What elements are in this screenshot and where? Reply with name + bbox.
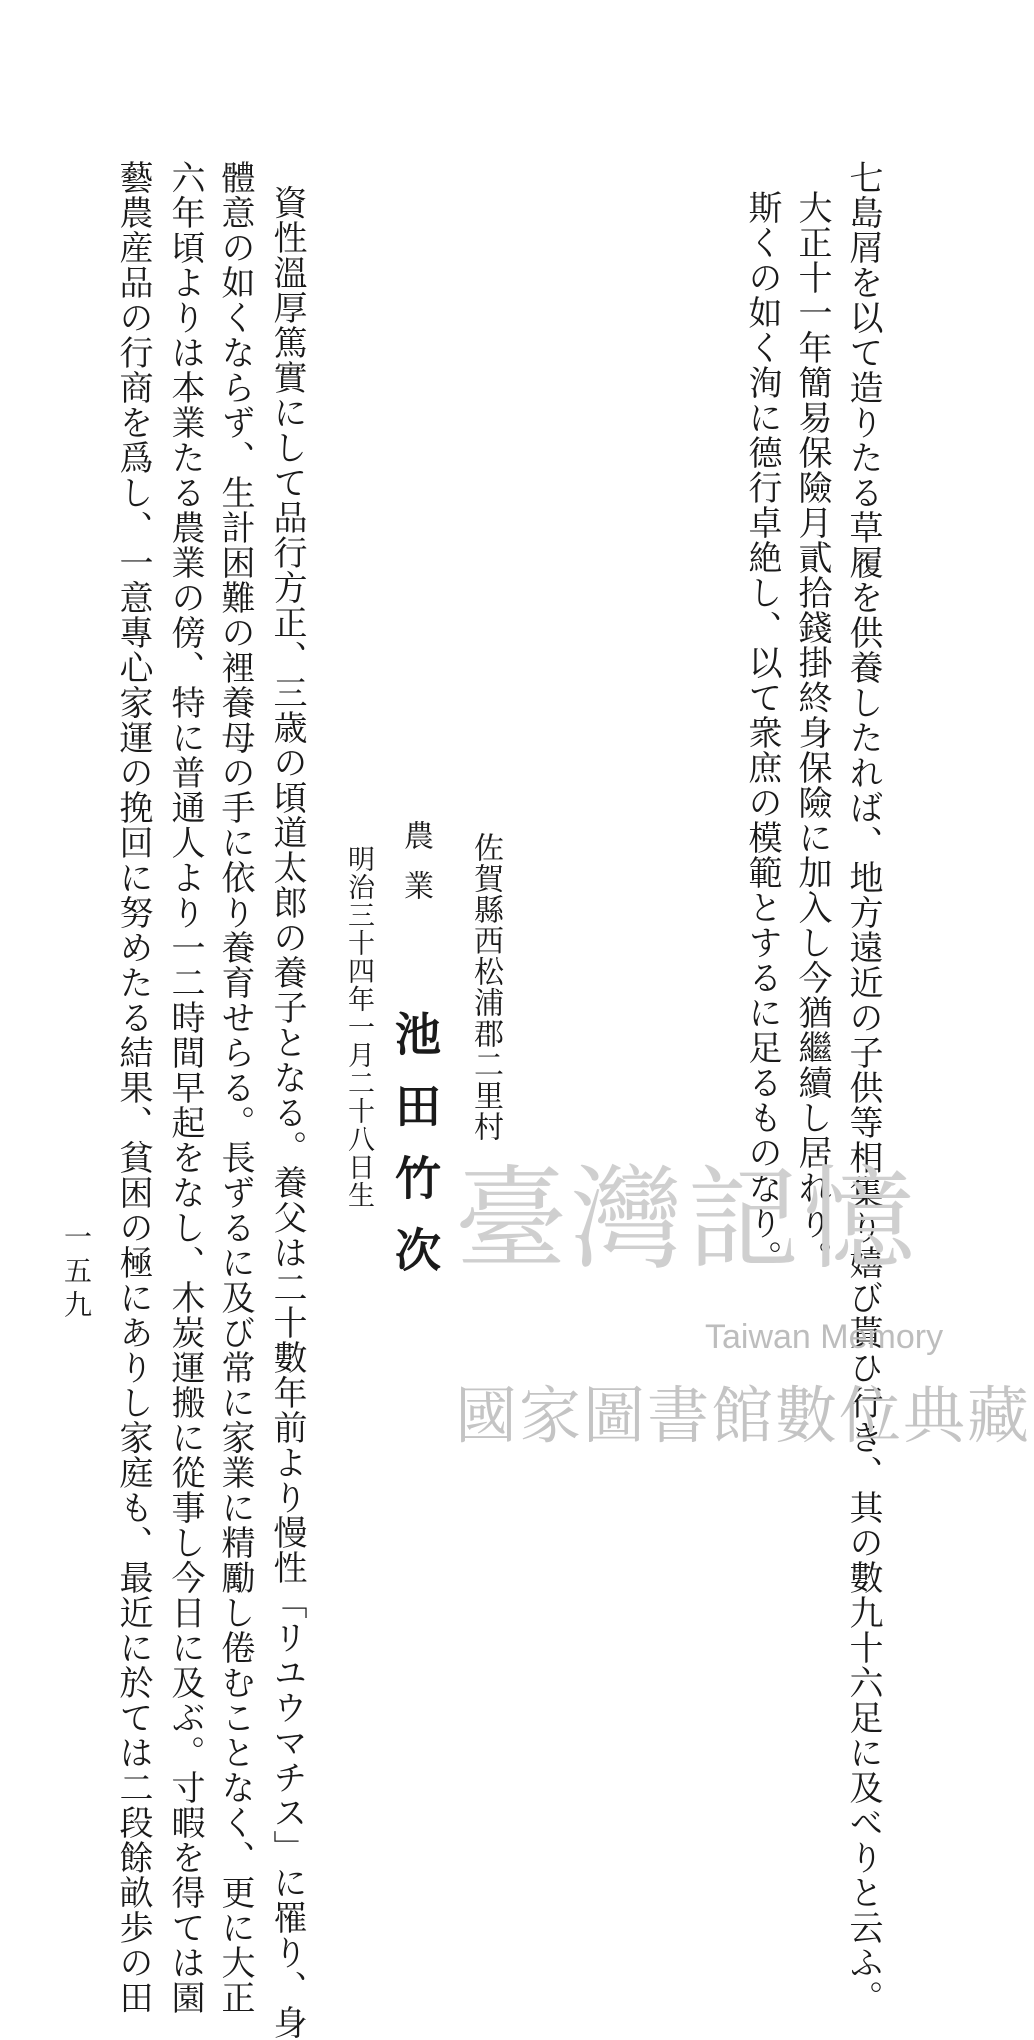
lower-text-line-4: 藝農産品の行商を爲し、一意專心家運の挽回に努めたる結果、貧困の極にありし家庭も、最近に於ては二段餘畝歩の田 — [113, 160, 153, 2015]
watermark-english: Taiwan Memory — [705, 1318, 944, 1356]
upper-text-line-2: 大正十一年簡易保險月貳拾錢掛終身保險に加入し今猶繼續し居れり。 — [792, 190, 832, 1275]
lower-text-line-3: 六年頃よりは本業たる農業の傍、特に普通人より一二時間早起をなし、木炭運搬に從事し今日に及ぶ。寸暇を得ては園 — [165, 160, 205, 2015]
record-birth-date: 明治三十四年一月二十八日生 — [343, 845, 374, 1209]
watermark-logo-text: 臺灣記憶 — [455, 1155, 919, 1285]
lower-text-line-2: 體意の如くならず、生計困難の裡養母の手に依り養育せらる。長ずるに及び常に家業に精勵し倦むことなく、更に大正 — [215, 160, 255, 2015]
upper-text-line-1: 七島屑を以て造りたる草履を供養したれば、地方遠近の子供等相集り嬉び貰ひ行き、其の數九十六足に及べりと云ふ。 — [843, 160, 883, 2015]
record-place: 佐賀縣西松浦郡二里村 — [468, 832, 503, 1142]
upper-text-line-3: 斯くの如く洵に德行卓絶し、以て衆庶の模範とするに足るものなり。 — [742, 190, 782, 1275]
page-number: 一五九 — [60, 1222, 93, 1324]
record-name: 池田竹次 — [388, 1010, 442, 1298]
lower-text-line-1: 資性溫厚篤實にして品行方正、三歳の頃道太郎の養子となる。養父は二十數年前より慢性「リユウマチス」に罹り、身 — [267, 185, 307, 2040]
watermark-library: 國家圖書館數位典藏 — [455, 1379, 1032, 1452]
record-occupation: 農業 — [398, 820, 433, 920]
